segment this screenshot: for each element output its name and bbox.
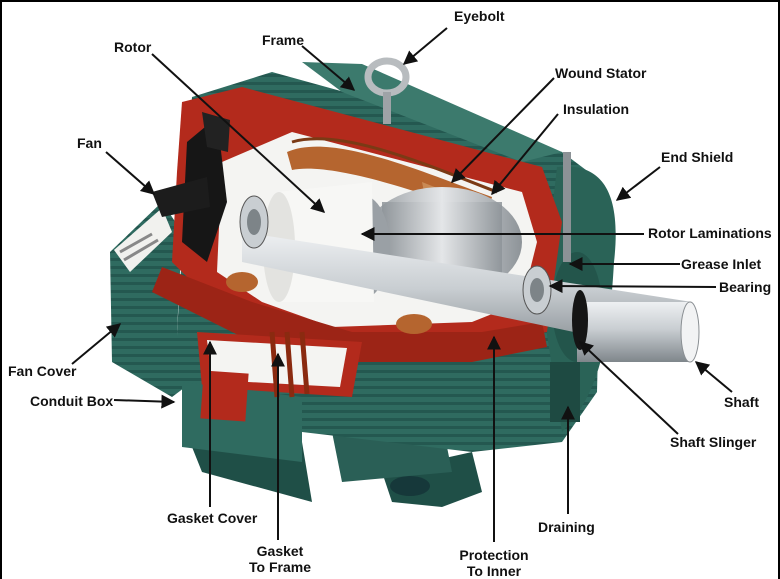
label-protection-to-inner-line1: Protection: [459, 547, 529, 563]
label-fan: Fan: [77, 135, 102, 151]
coil-end-left: [226, 272, 258, 292]
label-frame: Frame: [262, 32, 305, 48]
label-end-shield: End Shield: [661, 149, 734, 165]
label-shaft: Shaft: [724, 394, 759, 410]
shaft-slinger: [572, 290, 588, 350]
label-bearing: Bearing: [719, 279, 772, 295]
label-gasket-to-frame-line1: Gasket: [256, 543, 304, 559]
label-insulation: Insulation: [563, 101, 630, 117]
label-protection-to-inner: [454, 547, 534, 579]
grease-inlet: [563, 152, 571, 262]
label-protection-to-inner-line2: To Inner: [466, 563, 522, 579]
label-conduit-box: Conduit Box: [30, 393, 114, 409]
coil-end-right: [396, 314, 432, 334]
label-fan-cover: Fan Cover: [8, 363, 77, 379]
label-wound-stator: Wound Stator: [555, 65, 647, 81]
label-gasket-cover: Gasket Cover: [167, 510, 258, 526]
label-grease-inlet: Grease Inlet: [681, 256, 762, 272]
draining: [550, 362, 580, 422]
label-draining: Draining: [538, 519, 595, 535]
label-gasket-to-frame: [244, 543, 316, 575]
label-shaft-slinger: Shaft Slinger: [670, 434, 757, 450]
label-rotor: Rotor: [114, 39, 152, 55]
label-rotor-laminations: Rotor Laminations: [648, 225, 772, 241]
label-gasket-to-frame-line2: To Frame: [249, 559, 311, 575]
label-eyebolt: Eyebolt: [454, 8, 505, 24]
motor-illustration: [2, 2, 780, 579]
